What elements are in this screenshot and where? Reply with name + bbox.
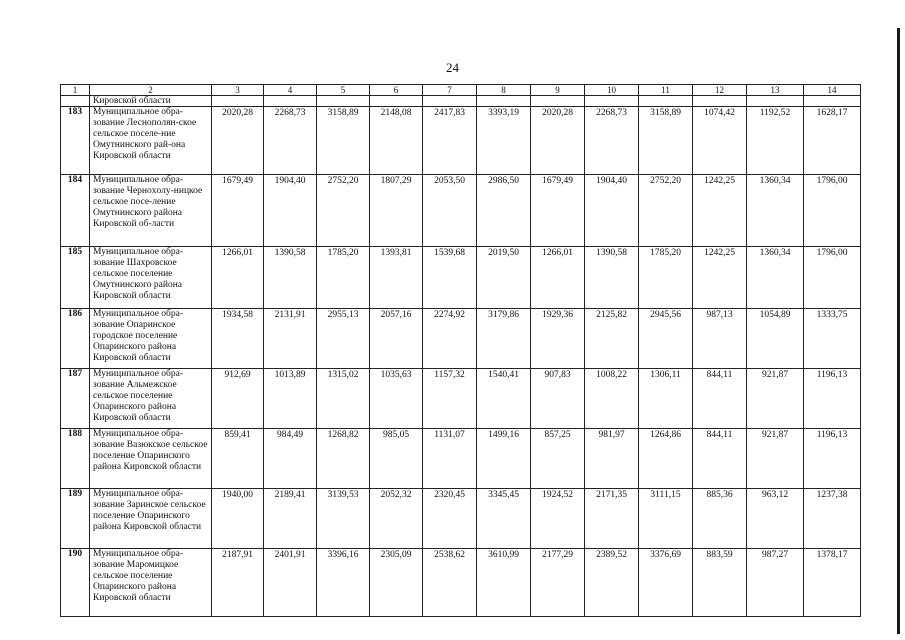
municipality-name: Муниципальное обра-зование Заринское сельское поселение Опаринского района Кировской области	[90, 489, 212, 549]
value-cell: 2052,32	[370, 489, 423, 549]
value-cell: 1266,01	[531, 247, 585, 309]
table-row	[61, 247, 861, 309]
table-row	[61, 107, 861, 175]
column-header: 9	[531, 85, 585, 96]
value-cell: 1785,20	[317, 247, 370, 309]
value-cell: 987,27	[747, 549, 804, 617]
value-cell: 2417,83	[423, 107, 477, 175]
column-header: 2	[90, 85, 212, 96]
value-cell: 2320,45	[423, 489, 477, 549]
value-cell: 857,25	[531, 429, 585, 489]
value-cell: 2019,50	[477, 247, 531, 309]
value-cell: 1807,29	[370, 175, 423, 247]
value-cell: 1378,17	[804, 549, 861, 617]
value-cell: 2020,28	[531, 107, 585, 175]
value-cell: 1390,58	[585, 247, 639, 309]
value-cell: 1157,32	[423, 369, 477, 429]
value-cell: 2752,20	[639, 175, 693, 247]
value-cell: 2401,91	[264, 549, 317, 617]
municipality-name: Муниципальное обра-зование Опаринское городское поселение Опаринского района Кировской области	[90, 309, 212, 369]
value-cell: 3376,69	[639, 549, 693, 617]
value-cell: 1192,52	[747, 107, 804, 175]
value-cell: 3610,99	[477, 549, 531, 617]
value-cell: 1539,68	[423, 247, 477, 309]
value-cell: 1904,40	[264, 175, 317, 247]
value-cell: 1242,25	[693, 247, 747, 309]
value-cell: 3345,45	[477, 489, 531, 549]
value-cell: 2053,50	[423, 175, 477, 247]
value-cell: 1393,81	[370, 247, 423, 309]
value-cell: 1929,36	[531, 309, 585, 369]
value-cell: 2538,62	[423, 549, 477, 617]
column-header: 1	[61, 85, 90, 96]
row-number: 188	[61, 429, 90, 489]
value-cell: 1679,49	[212, 175, 264, 247]
row-number: 187	[61, 369, 90, 429]
value-cell: 1306,11	[639, 369, 693, 429]
data-table	[60, 84, 861, 617]
value-cell: 2177,29	[531, 549, 585, 617]
value-cell: 1264,86	[639, 429, 693, 489]
value-cell: 3179,86	[477, 309, 531, 369]
value-cell: 1315,02	[317, 369, 370, 429]
value-cell: 883,59	[693, 549, 747, 617]
table-row	[61, 175, 861, 247]
value-cell: 844,11	[693, 429, 747, 489]
column-header: 11	[639, 85, 693, 96]
value-cell: 885,36	[693, 489, 747, 549]
value-cell: 1628,17	[804, 107, 861, 175]
column-header: 12	[693, 85, 747, 96]
table-row	[61, 489, 861, 549]
value-cell: 3158,89	[317, 107, 370, 175]
value-cell: 1904,40	[585, 175, 639, 247]
value-cell: 985,05	[370, 429, 423, 489]
value-cell: 1360,34	[747, 247, 804, 309]
value-cell: 2268,73	[585, 107, 639, 175]
value-cell: 921,87	[747, 429, 804, 489]
continuation-row	[61, 96, 861, 107]
value-cell: 1242,25	[693, 175, 747, 247]
table-row	[61, 429, 861, 489]
value-cell: 2125,82	[585, 309, 639, 369]
page-number: 24	[446, 60, 459, 75]
row-number: 189	[61, 489, 90, 549]
table-cell	[61, 96, 90, 107]
value-cell: 2131,91	[264, 309, 317, 369]
value-cell: 2752,20	[317, 175, 370, 247]
municipality-name: Муниципальное обра-зование Маромицкое сельское поселение Опаринского района Кировской области	[90, 549, 212, 617]
value-cell: 1196,13	[804, 369, 861, 429]
value-cell: 912,69	[212, 369, 264, 429]
row-number: 185	[61, 247, 90, 309]
row-number: 183	[61, 107, 90, 175]
scan-edge-line	[897, 28, 900, 634]
value-cell: 1940,00	[212, 489, 264, 549]
value-cell: 2389,52	[585, 549, 639, 617]
value-cell: 921,87	[747, 369, 804, 429]
value-cell: 987,13	[693, 309, 747, 369]
row-number: 190	[61, 549, 90, 617]
value-cell: 1196,13	[804, 429, 861, 489]
value-cell: 2274,92	[423, 309, 477, 369]
value-cell: 1924,52	[531, 489, 585, 549]
value-cell: 1074,42	[693, 107, 747, 175]
value-cell: 2986,50	[477, 175, 531, 247]
table-row	[61, 309, 861, 369]
value-cell: 3111,15	[639, 489, 693, 549]
column-header: 14	[804, 85, 861, 96]
value-cell: 907,83	[531, 369, 585, 429]
table-header-row	[61, 85, 861, 96]
column-header: 5	[317, 85, 370, 96]
value-cell: 3393,19	[477, 107, 531, 175]
value-cell: 1008,22	[585, 369, 639, 429]
column-header: 7	[423, 85, 477, 96]
value-cell: 2268,73	[264, 107, 317, 175]
value-cell: 2148,08	[370, 107, 423, 175]
continuation-text: Кировской области	[90, 96, 212, 107]
column-header: 6	[370, 85, 423, 96]
value-cell: 2171,35	[585, 489, 639, 549]
value-cell: 2945,56	[639, 309, 693, 369]
value-cell: 1934,58	[212, 309, 264, 369]
value-cell: 1333,75	[804, 309, 861, 369]
column-header: 8	[477, 85, 531, 96]
row-number: 184	[61, 175, 90, 247]
value-cell: 844,11	[693, 369, 747, 429]
value-cell: 2189,41	[264, 489, 317, 549]
municipality-name: Муниципальное обра-зование Шахровское сельское поселение Омутнинского района Кировской области	[90, 247, 212, 309]
value-cell: 1796,00	[804, 247, 861, 309]
value-cell: 1268,82	[317, 429, 370, 489]
value-cell: 2020,28	[212, 107, 264, 175]
value-cell: 2187,91	[212, 549, 264, 617]
municipality-name: Муниципальное обра-зование Леснополян-ское сельское поселе-ние Омутнинского рай-она Кировской области	[90, 107, 212, 175]
value-cell: 3158,89	[639, 107, 693, 175]
column-header: 10	[585, 85, 639, 96]
value-cell: 1035,63	[370, 369, 423, 429]
municipality-name: Муниципальное обра-зование Альмежское сельское поселение Опаринского района Кировской области	[90, 369, 212, 429]
value-cell: 1237,38	[804, 489, 861, 549]
value-cell: 1054,89	[747, 309, 804, 369]
column-header: 3	[212, 85, 264, 96]
table-row	[61, 369, 861, 429]
value-cell: 1390,58	[264, 247, 317, 309]
column-header: 4	[264, 85, 317, 96]
value-cell: 1540,41	[477, 369, 531, 429]
value-cell: 984,49	[264, 429, 317, 489]
value-cell: 859,41	[212, 429, 264, 489]
value-cell: 2305,09	[370, 549, 423, 617]
value-cell: 981,97	[585, 429, 639, 489]
municipality-name: Муниципальное обра-зование Вазюкское сельское поселение Опаринского района Кировской области	[90, 429, 212, 489]
value-cell: 2955,13	[317, 309, 370, 369]
value-cell: 1266,01	[212, 247, 264, 309]
value-cell: 3139,53	[317, 489, 370, 549]
value-cell: 1499,16	[477, 429, 531, 489]
row-number: 186	[61, 309, 90, 369]
value-cell: 2057,16	[370, 309, 423, 369]
value-cell: 1679,49	[531, 175, 585, 247]
value-cell: 963,12	[747, 489, 804, 549]
table-row	[61, 549, 861, 617]
column-header: 13	[747, 85, 804, 96]
value-cell: 3396,16	[317, 549, 370, 617]
value-cell: 1796,00	[804, 175, 861, 247]
value-cell: 1360,34	[747, 175, 804, 247]
value-cell: 1785,20	[639, 247, 693, 309]
municipality-name: Муниципальное обра-зование Черноxолу-ницкое сельское посе-ление Омутнинского района Кировской об-ласти	[90, 175, 212, 247]
value-cell: 1131,07	[423, 429, 477, 489]
value-cell: 1013,89	[264, 369, 317, 429]
